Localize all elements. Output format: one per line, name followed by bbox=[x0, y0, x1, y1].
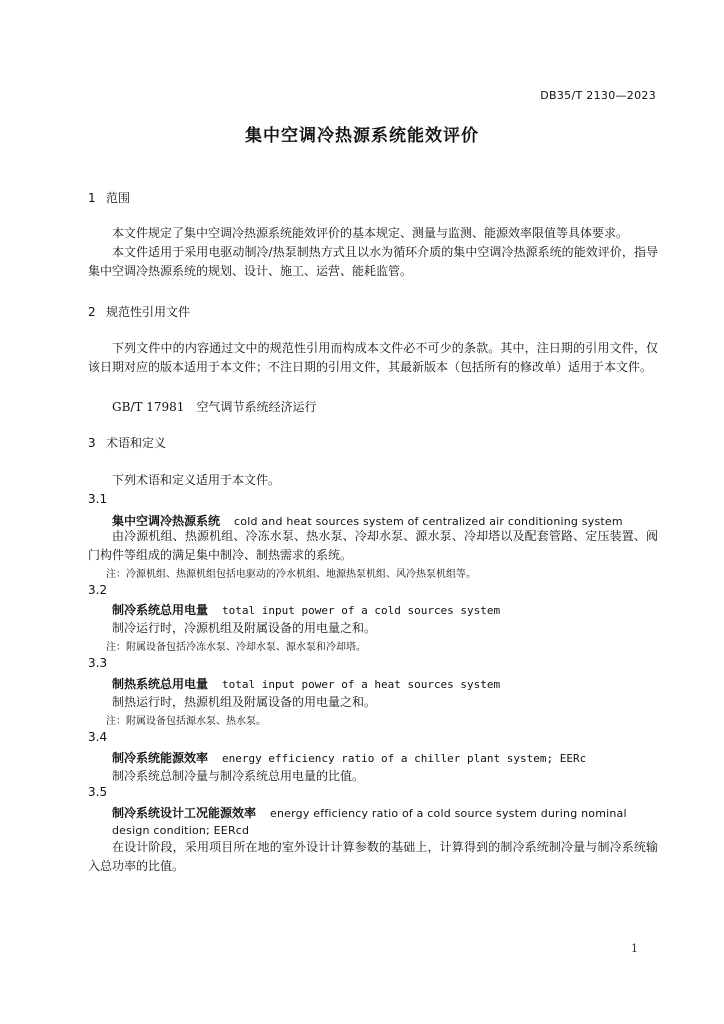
section-3-heading bbox=[88, 434, 166, 451]
term-zh: 制热系统总用电量 bbox=[112, 677, 209, 691]
term-note: 注：附属设备包括冷冻水泵、冷却水泵、源水泵和冷却塔。 bbox=[106, 642, 366, 653]
section-number: 2 bbox=[88, 305, 96, 319]
section-1-heading bbox=[88, 189, 130, 206]
term-number: 3.1 bbox=[88, 492, 108, 506]
section-2-heading bbox=[88, 303, 190, 320]
term-en-continued bbox=[112, 823, 249, 837]
paragraph: 本文件适用于采用电驱动制冷/热泵制热方式且以水为循环介质的集中空调冷热源系统的能效评价，指导集中空调冷热源系统的规划、设计、施工、运营、能耗监管。 bbox=[88, 245, 658, 278]
term-en-cont: design condition; EERcd bbox=[112, 824, 250, 837]
section-number: 1 bbox=[88, 191, 96, 205]
standard-number: DB35/T 2130—2023 bbox=[540, 89, 656, 102]
term-definition: 制热运行时，热源机组及附属设备的用电量之和。 bbox=[112, 695, 377, 709]
term-entry bbox=[112, 601, 500, 618]
section-number: 3 bbox=[88, 436, 96, 450]
term-zh: 制冷系统能源效率 bbox=[112, 751, 209, 765]
section-title: 术语和定义 bbox=[106, 436, 167, 450]
term-zh: 制冷系统总用电量 bbox=[112, 603, 209, 617]
section-title: 范围 bbox=[106, 191, 131, 205]
term-definition: 制冷系统总制冷量与制冷系统总用电量的比值。 bbox=[112, 769, 365, 783]
paragraph: 下列文件中的内容通过文中的规范性引用而构成本文件必不可少的条款。其中，注日期的引用文件，仅该日期对应的版本适用于本文件；不注日期的引用文件，其最新版本（包括所有的修改单）适用于本文件。 bbox=[88, 341, 658, 374]
term-number: 3.5 bbox=[88, 785, 108, 799]
term-zh: 集中空调冷热源系统 bbox=[112, 514, 221, 528]
page-number: 1 bbox=[631, 942, 638, 955]
term-en: energy efficiency ratio of a cold source system during nominal bbox=[270, 807, 627, 820]
document-title: 集中空调冷热源系统能效评价 bbox=[245, 126, 479, 146]
term-entry bbox=[112, 749, 586, 766]
term-definition: 由冷源机组、热源机组、冷冻水泵、热水泵、冷却水泵、源水泵、冷却塔以及配套管路、定压装置、阀门构件等组成的满足集中制冷、制热需求的系统。 bbox=[88, 529, 658, 562]
term-entry bbox=[112, 675, 500, 692]
paragraph: 本文件规定了集中空调冷热源系统能效评价的基本规定、测量与监测、能源效率限值等具体要求。 bbox=[112, 226, 629, 240]
term-en: total input power of a heat sources system bbox=[222, 678, 501, 691]
term-en: cold and heat sources system of centralized air conditioning system bbox=[234, 515, 623, 528]
term-number: 3.4 bbox=[88, 730, 108, 744]
term-en: energy efficiency ratio of a chiller plant system; EERc bbox=[222, 752, 587, 765]
term-definition: 在设计阶段，采用项目所在地的室外设计计算参数的基础上，计算得到的制冷系统制冷量与制冷系统输入总功率的比值。 bbox=[88, 840, 658, 873]
term-entry bbox=[112, 804, 627, 821]
reference-item: GB/T 17981 空气调节系统经济运行 bbox=[112, 400, 317, 414]
paragraph: 下列术语和定义适用于本文件。 bbox=[112, 473, 281, 487]
term-note: 注：附属设备包括源水泵、热水泵。 bbox=[106, 716, 266, 727]
term-en: total input power of a cold sources system bbox=[222, 604, 501, 617]
term-zh: 制冷系统设计工况能源效率 bbox=[112, 806, 257, 820]
term-note: 注：冷源机组、热源机组包括电驱动的冷水机组、地源热泵机组、风冷热泵机组等。 bbox=[106, 569, 476, 580]
section-title: 规范性引用文件 bbox=[106, 305, 191, 319]
term-number: 3.2 bbox=[88, 583, 108, 597]
term-number: 3.3 bbox=[88, 656, 108, 670]
term-definition: 制冷运行时，冷源机组及附属设备的用电量之和。 bbox=[112, 621, 377, 635]
